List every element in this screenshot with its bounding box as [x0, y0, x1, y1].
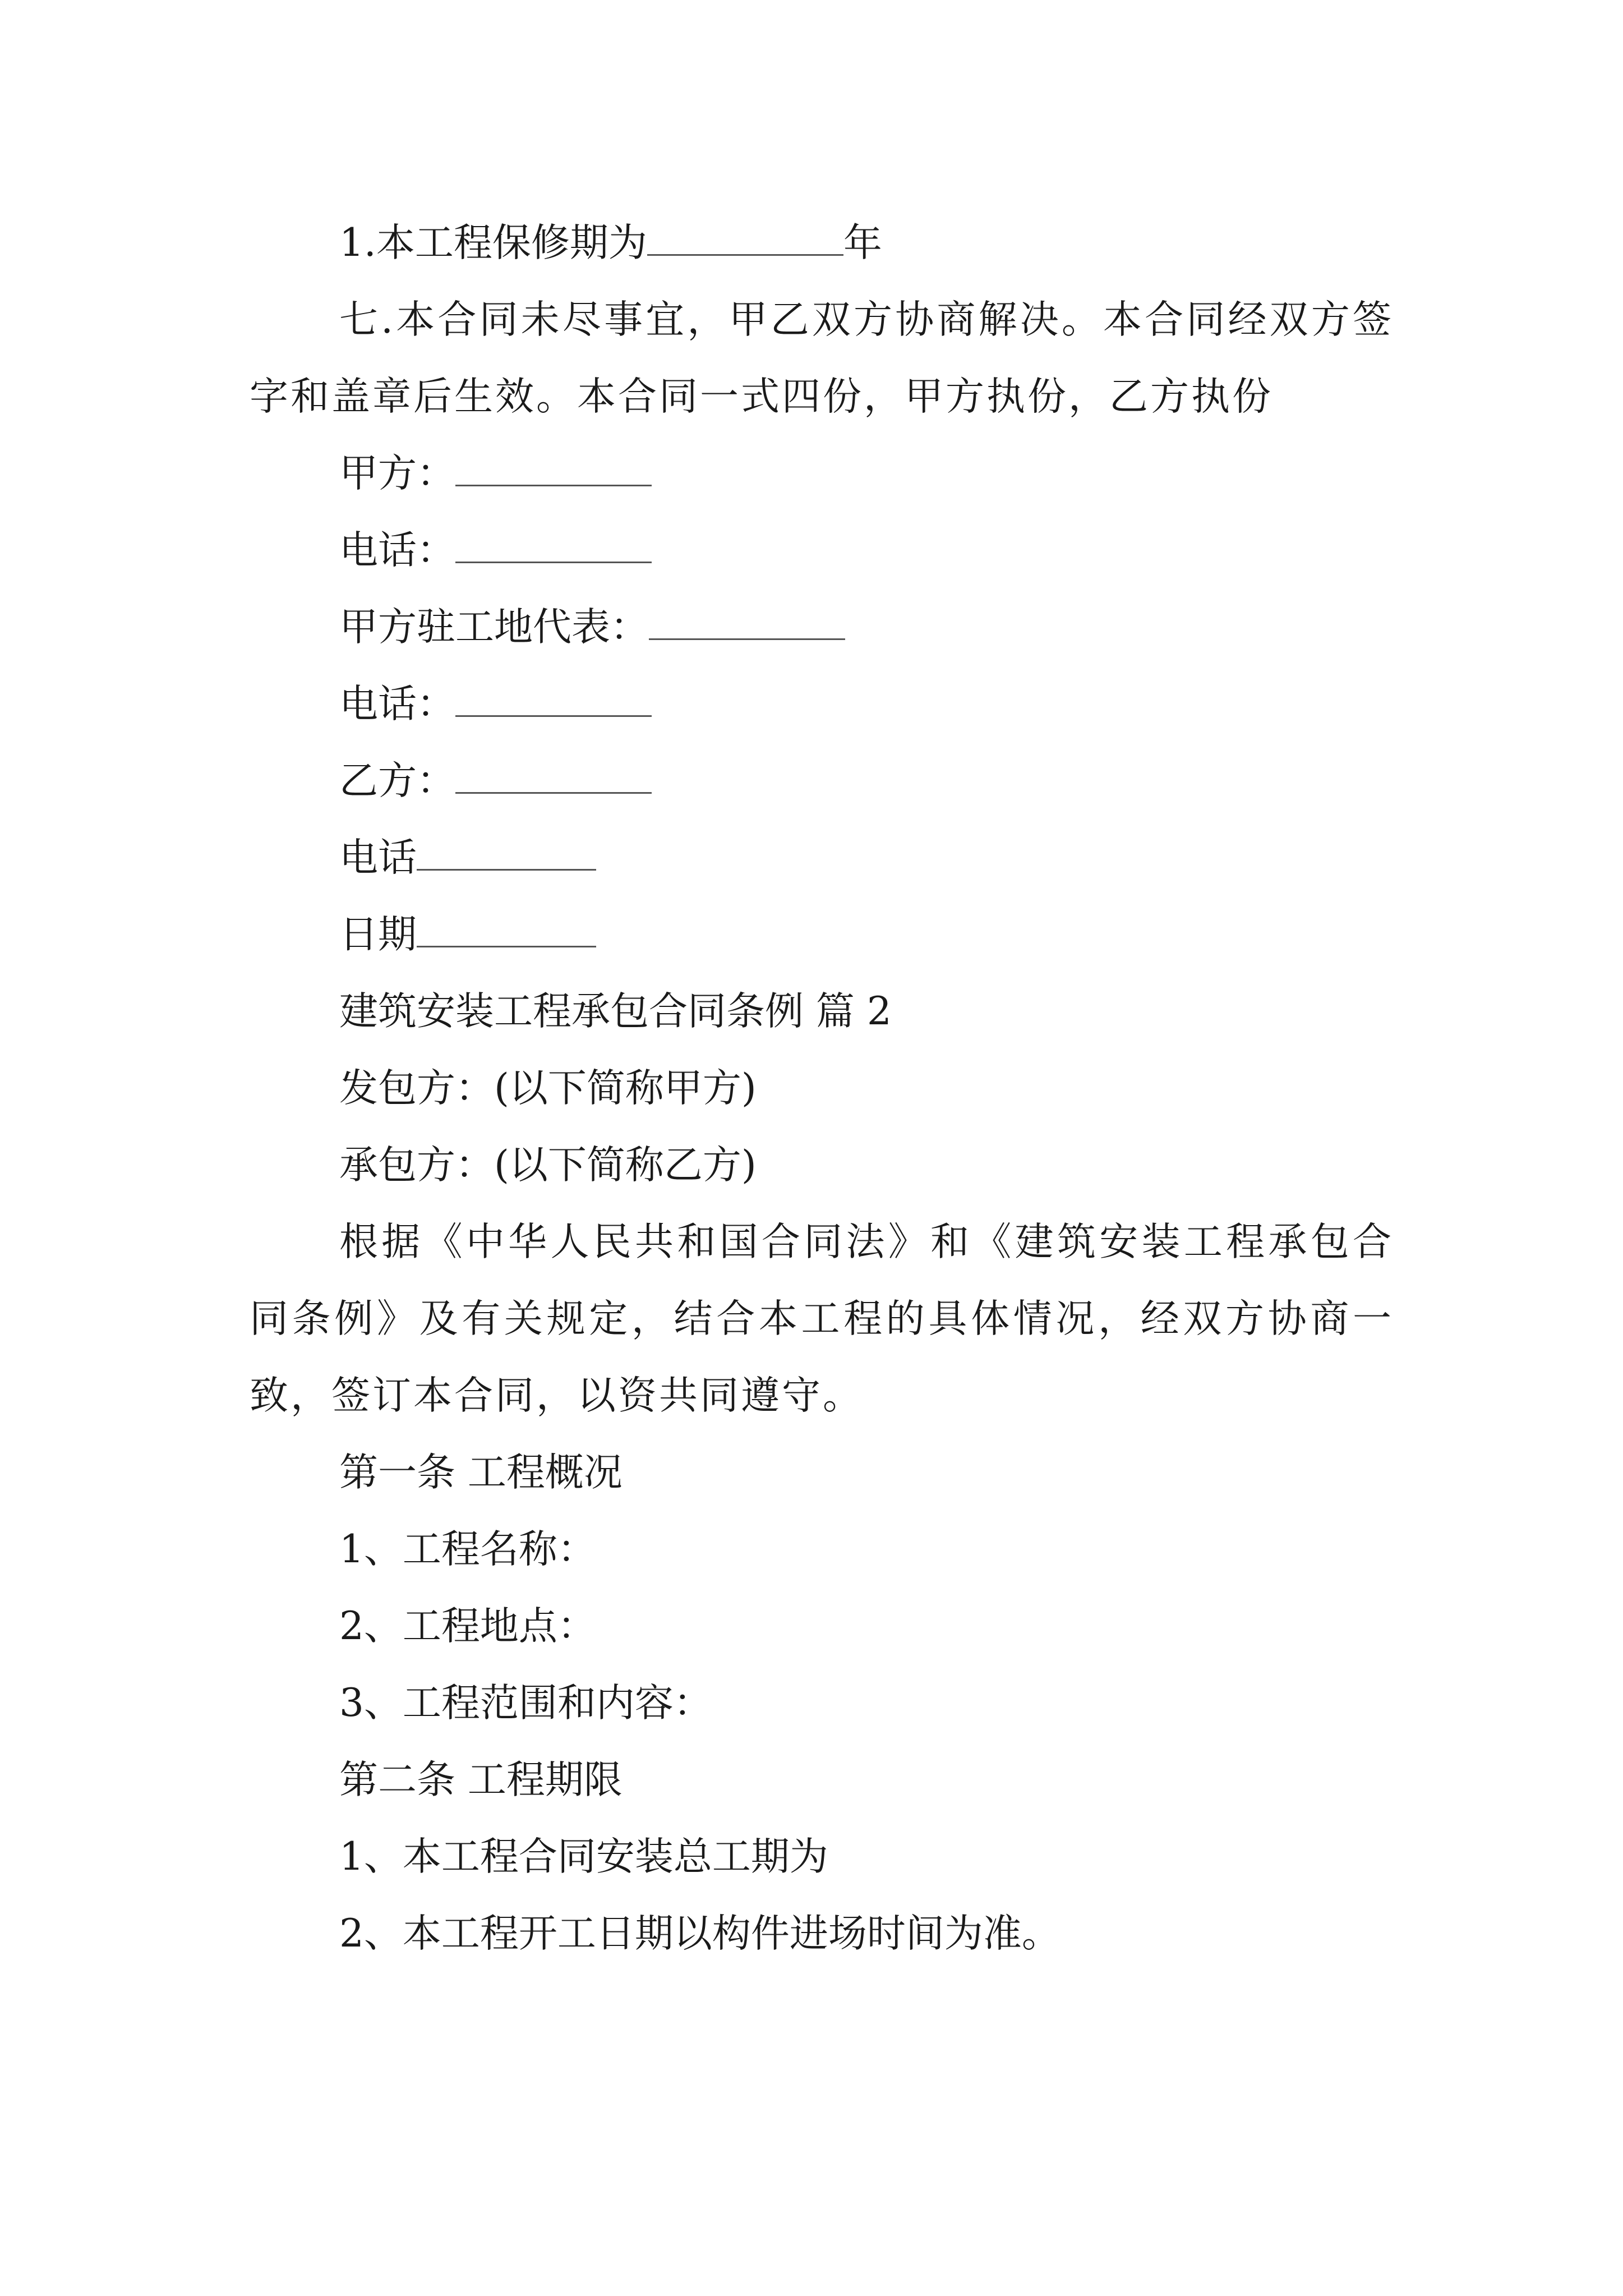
signature-label: 电话：: [339, 528, 455, 573]
signature-party-b-phone: [250, 820, 1394, 896]
signature-blank: [455, 528, 652, 563]
warranty-prefix: 1.本工程保修期为: [339, 220, 647, 265]
signature-label: 乙方：: [339, 758, 455, 803]
signature-party-a: [250, 435, 1394, 512]
signature-representative-phone: [250, 666, 1394, 743]
signature-blank: [649, 605, 845, 640]
signature-label: 电话: [339, 835, 417, 880]
signature-party-b: [250, 743, 1394, 820]
article-one-item: 1、工程名称：: [339, 1527, 596, 1572]
document-body: [250, 205, 1394, 1972]
signature-label: 甲方驻工地代表：: [339, 605, 649, 650]
signature-label: 日期: [339, 912, 417, 957]
signature-site-representative: [250, 589, 1394, 666]
article-one-item: 2、工程地点：: [339, 1604, 596, 1649]
section-title: 建筑安装工程承包合同条例 篇 2: [339, 989, 892, 1034]
signature-blank: [455, 758, 652, 794]
article-two-item: 1、本工程合同安装总工期为: [339, 1834, 828, 1879]
signature-blank: [417, 912, 596, 947]
signature-party-a-phone: [250, 512, 1394, 589]
signature-date: [250, 896, 1394, 973]
warranty-suffix: 年: [843, 220, 882, 265]
contractor-line: 承包方：(以下简称乙方): [339, 1143, 757, 1188]
warranty-years-blank: [647, 220, 843, 256]
signature-label: 电话：: [339, 682, 455, 726]
preamble: 根据《中华人民共和国合同法》和《建筑安装工程承包合同条例》及有关规定，结合本工程的具体情况，经双方协商一致，签订本合同，以资共同遵守。: [250, 1220, 1394, 1418]
clause-seven: 七.本合同未尽事宜，甲乙双方协商解决。本合同经双方签字和盖章后生效。本合同一式四份，甲方执份，乙方执份: [250, 297, 1394, 419]
article-two-title: 第二条 工程期限: [339, 1757, 623, 1802]
warranty-line: [250, 205, 1394, 282]
article-one-title: 第一条 工程概况: [339, 1450, 623, 1495]
signature-blank: [417, 835, 596, 871]
article-two-item: 2、本工程开工日期以构件进场时间为准。: [339, 1911, 1061, 1956]
signature-blank: [455, 682, 652, 717]
signature-label: 甲方：: [339, 451, 455, 496]
article-one-item: 3、工程范围和内容：: [339, 1681, 712, 1726]
employer-line: 发包方：(以下简称甲方): [339, 1066, 757, 1111]
signature-blank: [455, 451, 652, 486]
